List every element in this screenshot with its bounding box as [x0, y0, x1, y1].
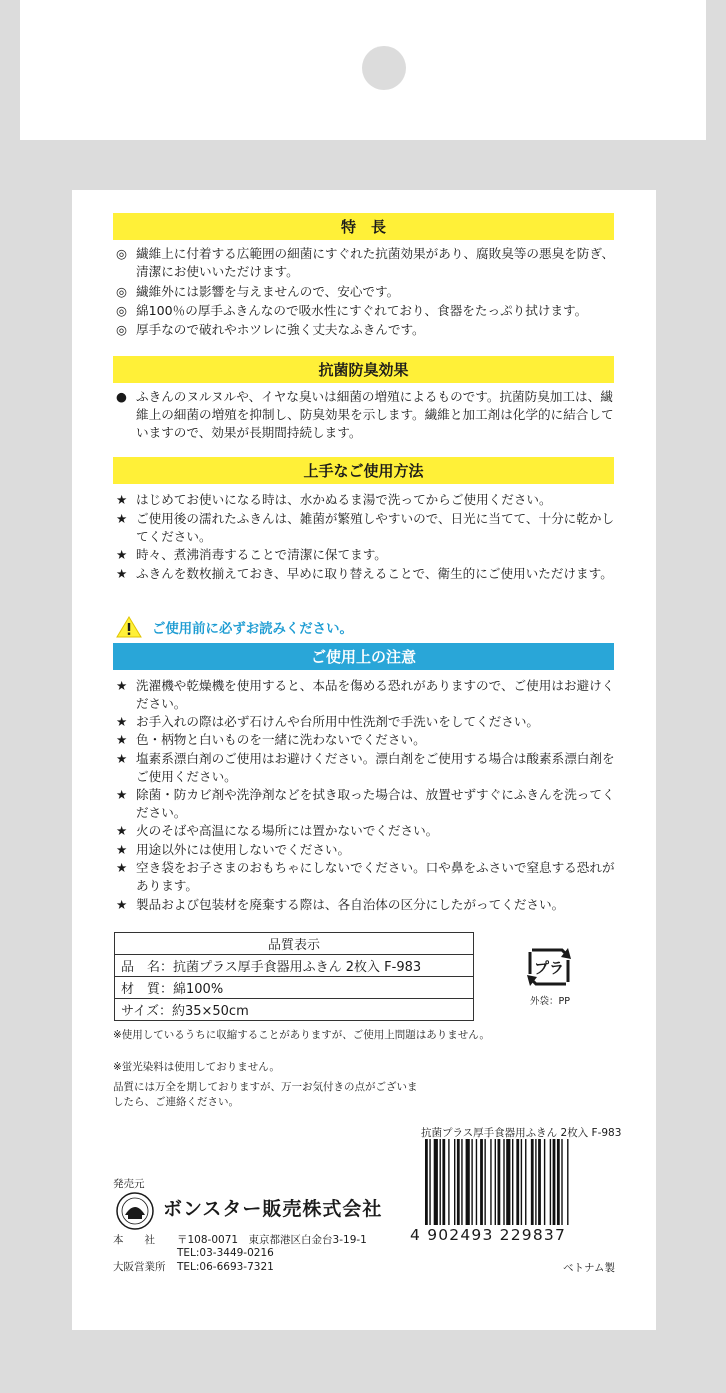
star-bullet: ★ — [116, 714, 128, 729]
barcode-bar — [484, 1139, 485, 1225]
barcode-bar — [550, 1139, 551, 1225]
barcode-number: 4 902493 229837 — [410, 1226, 567, 1244]
features-item-text: 繊維上に付着する広範囲の細菌にすぐれた抗菌効果があり、腐敗臭等の悪臭を防ぎ、清潔にお使いいただけます。 — [136, 246, 615, 279]
star-bullet: ★ — [116, 751, 128, 766]
hanger-tab — [20, 0, 706, 140]
barcode-bar — [512, 1139, 513, 1225]
seller-label: 発売元 — [113, 1178, 145, 1190]
head-office-label: 本 社 — [113, 1234, 155, 1246]
barcode-bar — [448, 1139, 449, 1225]
star-bullet: ★ — [116, 678, 128, 693]
caution-item — [116, 677, 616, 713]
caution-item-text: 火のそばや高温になる場所には置かないでください。 — [136, 823, 439, 838]
star-bullet: ★ — [116, 860, 128, 875]
star-bullet: ★ — [116, 732, 128, 747]
double-circle-bullet: ◎ — [116, 284, 127, 299]
barcode-bar — [480, 1139, 483, 1225]
double-circle-bullet: ◎ — [116, 246, 127, 261]
barcode-bar — [553, 1139, 556, 1225]
caution-item — [116, 750, 616, 786]
pla-mark-text: プラ — [533, 959, 565, 977]
barcode-bar — [440, 1139, 441, 1225]
recycle-label: 外袋：PP — [530, 996, 570, 1007]
usage-item — [116, 510, 616, 546]
quality-table-header: 品質表示 — [115, 933, 474, 955]
caution-item-text: 洗濯機や乾燥機を使用すると、本品を傷める恐れがありますので、ご使用はお避けください。 — [136, 678, 615, 711]
barcode — [425, 1139, 613, 1231]
barcode-bar — [567, 1139, 568, 1225]
double-circle-bullet: ◎ — [116, 303, 127, 318]
product-label: 抗菌プラス厚手食器用ふきん 2枚入 F-983 — [421, 1127, 622, 1139]
caution-item-text: お手入れの際は必ず石けんや台所用中性洗剤で手洗いをしてください。 — [136, 714, 539, 729]
barcode-bar — [457, 1139, 460, 1225]
barcode-bar — [466, 1139, 470, 1225]
osaka-office-label: 大阪営業所 — [113, 1261, 166, 1273]
bonstar-logo — [113, 1191, 157, 1231]
caution-item-text: 空き袋をお子さまのおもちゃにしないでください。口や鼻をふさいで窒息する恐れがあります。 — [136, 860, 615, 893]
antibacterial-item-text: ふきんのヌルヌルや、イヤな臭いは細菌の増殖によるものです。抗菌防臭加工は、繊維上の細菌の増殖を抑制し、防臭効果を示します。繊維と加工剤は化学的に結合していますので、効果が長期間持続します。 — [136, 389, 614, 440]
caution-item-text: 除菌・防カビ剤や洗浄剤などを拭き取った場合は、放置せずすぐにふきんを洗ってください。 — [136, 787, 615, 820]
star-bullet: ★ — [116, 492, 128, 507]
features-item — [116, 245, 616, 281]
caution-item-text: 製品および包装材を廃棄する際は、各自治体の区分にしたがってください。 — [136, 897, 565, 912]
caution-item-text: 塩素系漂白剤のご使用はお避けください。漂白剤をご使用する場合は酸素系漂白剤をご使用ください。 — [136, 751, 615, 784]
caution-item — [116, 822, 616, 840]
barcode-bar — [425, 1139, 428, 1225]
star-bullet: ★ — [116, 823, 128, 838]
usage-header: 上手なご使用方法 — [113, 457, 614, 484]
star-bullet: ★ — [116, 511, 128, 526]
barcode-bar — [490, 1139, 491, 1225]
caution-item — [116, 731, 616, 749]
read-before-use-notice — [116, 614, 353, 640]
quality-label-table — [114, 932, 474, 1021]
head-office-address: 〒108-0071 東京都港区白金台3-19-1 — [177, 1234, 367, 1246]
caution-item-text: 用途以外には使用しないでください。 — [136, 842, 351, 857]
barcode-bar — [557, 1139, 560, 1225]
star-bullet: ★ — [116, 842, 128, 857]
features-header: 特 長 — [113, 213, 614, 240]
barcode-bar — [538, 1139, 541, 1225]
double-circle-bullet: ◎ — [116, 322, 127, 337]
usage-item-text: 時々、煮沸消毒することで清潔に保てます。 — [136, 547, 387, 562]
quality-row-size: サイズ：約35×50cm — [115, 999, 474, 1021]
antibacterial-header: 抗菌防臭効果 — [113, 356, 614, 383]
star-bullet: ★ — [116, 566, 128, 581]
warning-text: ご使用前に必ずお読みください。 — [152, 621, 353, 637]
features-item — [116, 302, 616, 320]
cautions-header: ご使用上の注意 — [113, 643, 614, 670]
hanger-hole — [362, 46, 406, 90]
barcode-bar — [521, 1139, 522, 1225]
caution-item — [116, 859, 616, 895]
barcode-bar — [531, 1139, 534, 1225]
caution-item — [116, 896, 616, 914]
caution-item — [116, 786, 616, 822]
barcode-bar — [476, 1139, 477, 1225]
country-of-origin: ベトナム製 — [563, 1262, 615, 1274]
barcode-bar — [535, 1139, 536, 1225]
features-item — [116, 321, 616, 339]
barcode-bar — [516, 1139, 519, 1225]
features-item — [116, 283, 616, 301]
barcode-bar — [561, 1139, 562, 1225]
usage-item — [116, 546, 616, 564]
barcode-bar — [503, 1139, 504, 1225]
features-item-text: 綿100％の厚手ふきんなので吸水性にすぐれており、食器をたっぷり拭けます。 — [136, 303, 588, 318]
features-item-text: 厚手なので破れやホツレに強く丈夫なふきんです。 — [136, 322, 425, 337]
barcode-bar — [544, 1139, 545, 1225]
osaka-office-tel: TEL:06-6693-7321 — [177, 1261, 274, 1273]
antibacterial-item — [116, 388, 616, 442]
features-item-text: 繊維外には影響を与えませんので、安心です。 — [136, 284, 400, 299]
barcode-bar — [506, 1139, 510, 1225]
barcode-bar — [525, 1139, 526, 1225]
star-bullet: ★ — [116, 897, 128, 912]
barcode-bar — [461, 1139, 462, 1225]
fluorescent-note: ※蛍光染料は使用しておりません。 — [113, 1061, 280, 1073]
barcode-bar — [471, 1139, 472, 1225]
usage-item-text: はじめてお使いになる時は、水かぬるま湯で洗ってからご使用ください。 — [136, 492, 552, 507]
barcode-bar — [454, 1139, 455, 1225]
barcode-bar — [498, 1139, 501, 1225]
barcode-bar — [495, 1139, 496, 1225]
head-office-tel: TEL:03-3449-0216 — [177, 1247, 274, 1259]
star-bullet: ★ — [116, 547, 128, 562]
usage-item-text: ご使用後の濡れたふきんは、雑菌が繁殖しやすいので、日光に当てて、十分に乾かしてください。 — [136, 511, 615, 544]
barcode-bar — [442, 1139, 445, 1225]
shrink-note: ※使用しているうちに収縮することがありますが、ご使用上問題はありません。 — [113, 1029, 490, 1041]
barcode-bar — [429, 1139, 430, 1225]
barcode-bar — [434, 1139, 438, 1225]
quality-row-product-name: 品 名：抗菌プラス厚手食器用ふきん 2枚入 F-983 — [115, 955, 474, 977]
star-bullet: ★ — [116, 787, 128, 802]
usage-item — [116, 565, 616, 583]
caution-item — [116, 841, 616, 859]
caution-item-text: 色・柄物と白いものを一緒に洗わないでください。 — [136, 732, 426, 747]
caution-item — [116, 713, 616, 731]
pla-recycle-icon — [524, 944, 574, 990]
filled-circle-bullet: ● — [116, 389, 127, 404]
usage-item — [116, 491, 616, 509]
quality-row-material: 材 質：綿100% — [115, 977, 474, 999]
company-name: ボンスター販売株式会社 — [163, 1198, 383, 1220]
usage-item-text: ふきんを数枚揃えておき、早めに取り替えることで、衛生的にご使用いただけます。 — [136, 566, 613, 581]
warning-icon — [116, 616, 142, 638]
contact-note: 品質には万全を期しておりますが、万一お気付きの点がございましたら、ご連絡ください。 — [113, 1081, 418, 1108]
